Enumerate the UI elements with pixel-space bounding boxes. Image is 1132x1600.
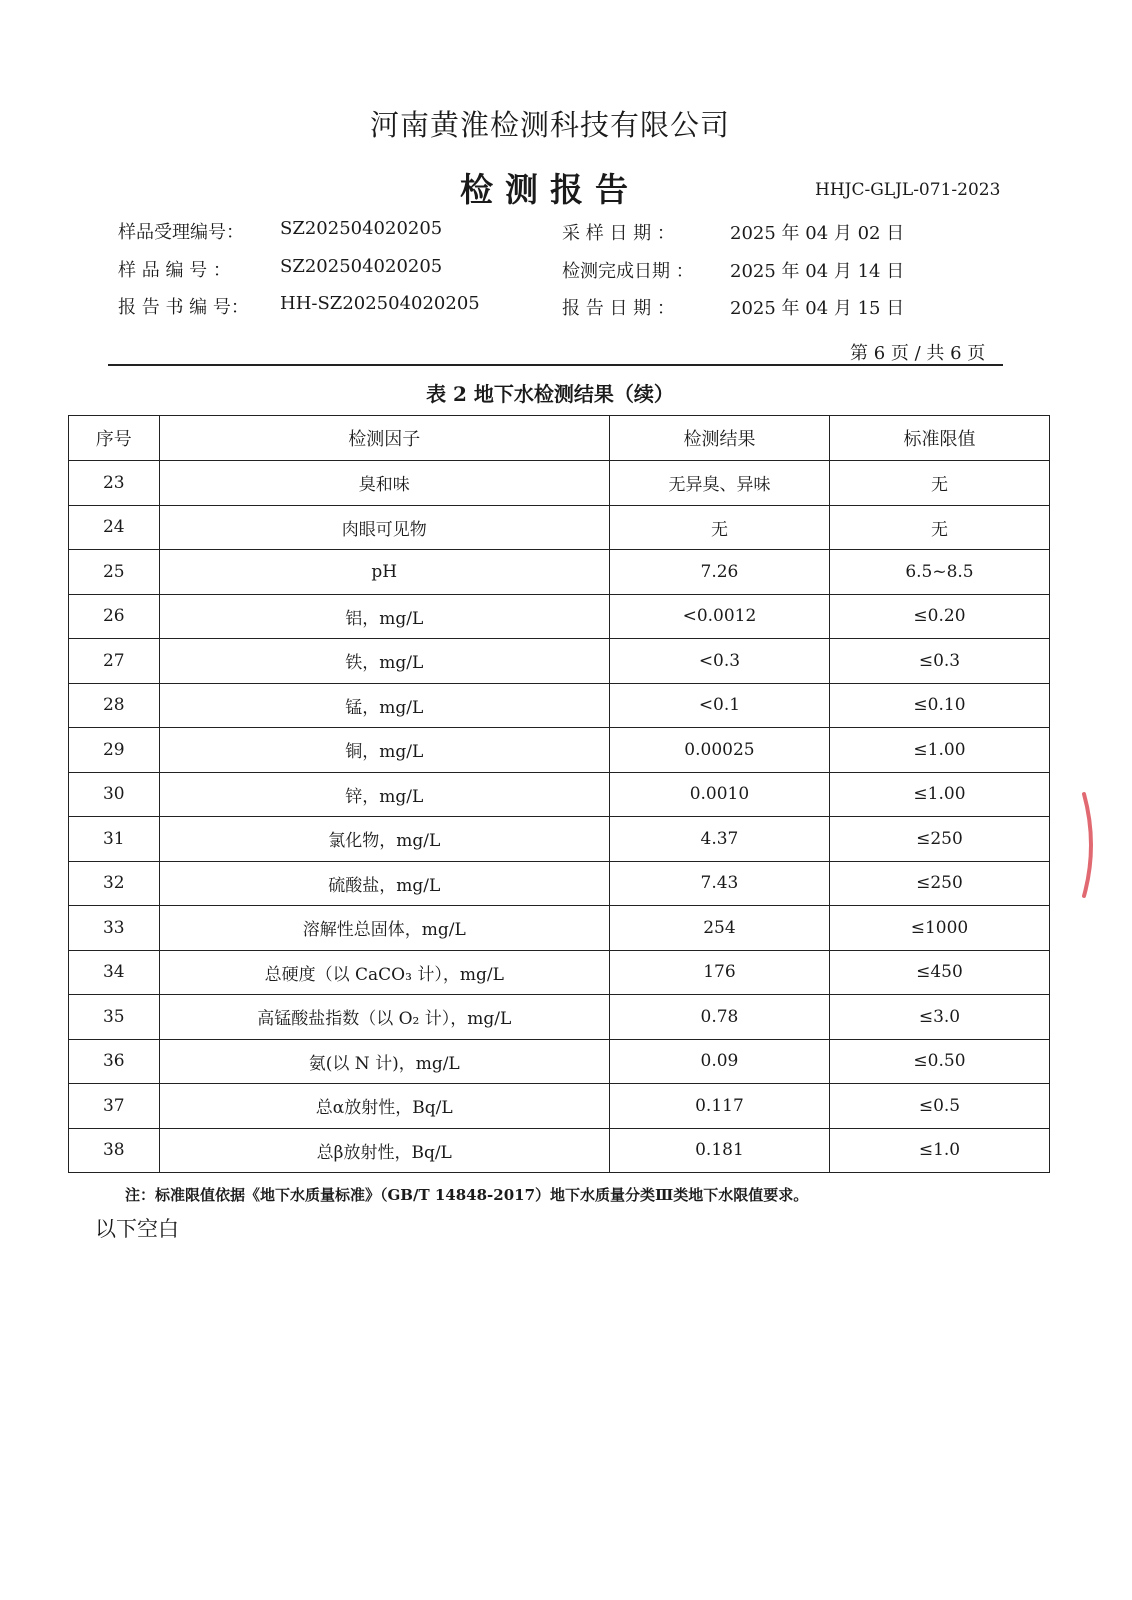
meta-label-completion-date: 检测完成日期 ： xyxy=(562,261,694,282)
cell-no: 37 xyxy=(69,1084,160,1129)
cell-limit: ≤0.50 xyxy=(829,1039,1049,1084)
meta-label-sampling-date: 采 样 日 期 ： xyxy=(562,223,675,244)
cell-limit: ≤1000 xyxy=(829,906,1049,951)
cell-limit: 6.5~8.5 xyxy=(829,550,1049,595)
cell-factor: pH xyxy=(159,550,609,595)
cell-factor: 总β放射性，Bq/L xyxy=(159,1128,609,1173)
cell-no: 34 xyxy=(69,950,160,995)
cell-limit: ≤450 xyxy=(829,950,1049,995)
footnote: 注：标准限值依据《地下水质量标准》（GB/T 14848-2017）地下水质量分类Ⅲ类地下水限值要求。 xyxy=(125,1186,809,1204)
cell-factor: 锌，mg/L xyxy=(159,772,609,817)
cell-result: 0.181 xyxy=(609,1128,829,1173)
meta-value-sampling-date: 2025 年 04 月 02 日 xyxy=(730,223,905,244)
cell-result: 7.43 xyxy=(609,861,829,906)
cell-factor: 铁，mg/L xyxy=(159,639,609,684)
cell-no: 28 xyxy=(69,683,160,728)
cell-limit: ≤0.10 xyxy=(829,683,1049,728)
cell-factor: 氯化物，mg/L xyxy=(159,817,609,862)
cell-limit: 无 xyxy=(829,505,1049,550)
cell-result: 0.00025 xyxy=(609,728,829,773)
cell-no: 27 xyxy=(69,639,160,684)
meta-value-report-no: HH-SZ202504020205 xyxy=(280,293,480,314)
cell-factor: 总α放射性，Bq/L xyxy=(159,1084,609,1129)
cell-no: 23 xyxy=(69,461,160,506)
cell-no: 24 xyxy=(69,505,160,550)
cell-factor: 锰，mg/L xyxy=(159,683,609,728)
cell-limit: ≤1.00 xyxy=(829,772,1049,817)
cell-result: 4.37 xyxy=(609,817,829,862)
cell-factor: 铝，mg/L xyxy=(159,594,609,639)
cell-limit: ≤0.5 xyxy=(829,1084,1049,1129)
table-caption: 表 2 地下水检测结果（续） xyxy=(426,382,674,406)
results-table xyxy=(68,415,1050,1173)
cell-limit: ≤0.20 xyxy=(829,594,1049,639)
table-row xyxy=(69,772,1050,817)
table-row xyxy=(69,505,1050,550)
cell-no: 31 xyxy=(69,817,160,862)
cell-result: 无 xyxy=(609,505,829,550)
table-row xyxy=(69,950,1050,995)
cell-no: 33 xyxy=(69,906,160,951)
meta-label-report-no: 报 告 书 编 号： xyxy=(118,297,249,318)
cell-factor: 总硬度（以 CaCO₃ 计），mg/L xyxy=(159,950,609,995)
cell-factor: 高锰酸盐指数（以 O₂ 计），mg/L xyxy=(159,995,609,1040)
cell-factor: 硫酸盐，mg/L xyxy=(159,861,609,906)
cell-result: 176 xyxy=(609,950,829,995)
cell-limit: ≤250 xyxy=(829,861,1049,906)
header-limit: 标准限值 xyxy=(829,416,1049,461)
cell-factor: 溶解性总固体，mg/L xyxy=(159,906,609,951)
cell-limit: ≤1.0 xyxy=(829,1128,1049,1173)
header-no: 序号 xyxy=(69,416,160,461)
table-row xyxy=(69,1039,1050,1084)
meta-value-acceptance-no: SZ202504020205 xyxy=(280,218,443,239)
meta-label-acceptance-no: 样品受理编号： xyxy=(118,222,244,243)
meta-value-sample-no: SZ202504020205 xyxy=(280,256,443,277)
cell-limit: ≤3.0 xyxy=(829,995,1049,1040)
table-row xyxy=(69,461,1050,506)
table-row xyxy=(69,594,1050,639)
table-row xyxy=(69,1128,1050,1173)
table-row xyxy=(69,906,1050,951)
table-header-row xyxy=(69,416,1050,461)
company-name: 河南黄淮检测科技有限公司 xyxy=(369,108,730,142)
cell-result: 7.26 xyxy=(609,550,829,595)
header-rule xyxy=(108,364,1003,366)
cell-limit: 无 xyxy=(829,461,1049,506)
cell-limit: ≤250 xyxy=(829,817,1049,862)
table-row xyxy=(69,728,1050,773)
cell-limit: ≤0.3 xyxy=(829,639,1049,684)
table-row xyxy=(69,639,1050,684)
header-factor: 检测因子 xyxy=(159,416,609,461)
cell-result: 0.09 xyxy=(609,1039,829,1084)
seal-edge-stamp xyxy=(1082,790,1102,900)
meta-value-report-date: 2025 年 04 月 15 日 xyxy=(730,298,905,319)
cell-no: 29 xyxy=(69,728,160,773)
cell-no: 30 xyxy=(69,772,160,817)
cell-result: <0.1 xyxy=(609,683,829,728)
cell-factor: 肉眼可见物 xyxy=(159,505,609,550)
table-row xyxy=(69,1084,1050,1129)
cell-result: <0.3 xyxy=(609,639,829,684)
cell-no: 26 xyxy=(69,594,160,639)
report-title: 检测报告 xyxy=(460,170,640,209)
table-row xyxy=(69,861,1050,906)
table-row xyxy=(69,817,1050,862)
meta-value-completion-date: 2025 年 04 月 14 日 xyxy=(730,261,905,282)
cell-factor: 臭和味 xyxy=(159,461,609,506)
cell-result: 0.117 xyxy=(609,1084,829,1129)
cell-no: 35 xyxy=(69,995,160,1040)
cell-no: 36 xyxy=(69,1039,160,1084)
blank-below-mark: 以下空白 xyxy=(95,1217,179,1241)
cell-no: 38 xyxy=(69,1128,160,1173)
cell-factor: 氨(以 N 计)，mg/L xyxy=(159,1039,609,1084)
cell-result: 254 xyxy=(609,906,829,951)
page-number: 第 6 页 / 共 6 页 xyxy=(850,343,986,364)
table-row xyxy=(69,995,1050,1040)
cell-no: 25 xyxy=(69,550,160,595)
cell-result: <0.0012 xyxy=(609,594,829,639)
cell-result: 无异臭、异味 xyxy=(609,461,829,506)
cell-factor: 铜，mg/L xyxy=(159,728,609,773)
document-code: HHJC-GLJL-071-2023 xyxy=(815,180,1001,200)
cell-result: 0.0010 xyxy=(609,772,829,817)
cell-limit: ≤1.00 xyxy=(829,728,1049,773)
cell-result: 0.78 xyxy=(609,995,829,1040)
cell-no: 32 xyxy=(69,861,160,906)
meta-label-report-date: 报 告 日 期 ： xyxy=(562,298,675,319)
header-result: 检测结果 xyxy=(609,416,829,461)
table-row xyxy=(69,550,1050,595)
table-row xyxy=(69,683,1050,728)
meta-label-sample-no: 样 品 编 号 ： xyxy=(118,260,231,281)
